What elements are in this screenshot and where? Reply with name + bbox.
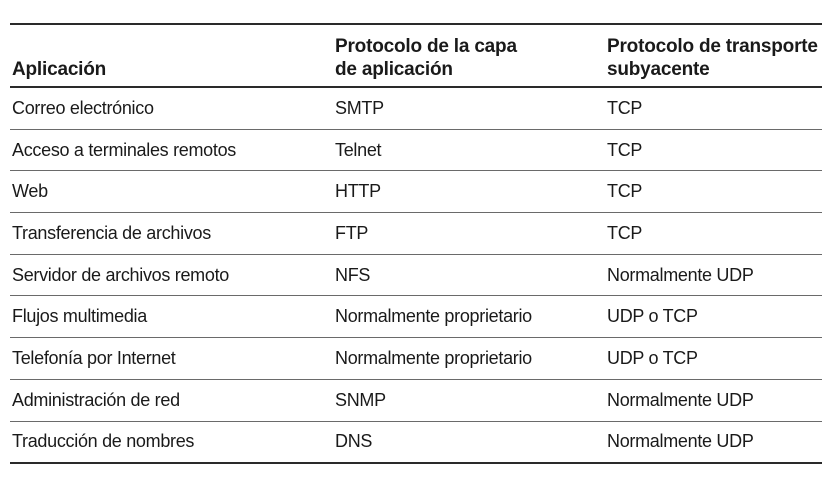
cell-transport: TCP: [607, 213, 822, 255]
cell-transport: TCP: [607, 171, 822, 213]
header-application-text: Aplicación: [12, 59, 107, 80]
header-app-protocol-line1: Protocolo de la capa: [335, 36, 517, 57]
header-transport-line2: subyacente: [607, 59, 710, 80]
cell-app-protocol: DNS: [335, 431, 373, 452]
cell-app-protocol: SNMP: [335, 379, 607, 421]
cell-application: Transferencia de archivos: [10, 213, 335, 255]
cell-transport: Normalmente UDP: [607, 379, 822, 421]
cell-application: Correo electrónico: [10, 87, 335, 129]
cell-app-protocol: Telnet: [335, 129, 607, 171]
table-body: [10, 87, 822, 462]
cell-transport: Normalmente UDP: [607, 431, 754, 452]
table-row: [10, 379, 822, 421]
table-row: [10, 171, 822, 213]
header-application: [10, 25, 335, 87]
table-header: [10, 25, 822, 87]
cell-transport: Normalmente UDP: [607, 254, 822, 296]
table-row: [10, 421, 822, 462]
protocols-table-grid: [10, 25, 822, 462]
header-app-protocol: [335, 25, 607, 87]
cell-application: Acceso a terminales remotos: [10, 129, 335, 171]
cell-application: Telefonía por Internet: [10, 338, 335, 380]
cell-application: Administración de red: [10, 379, 335, 421]
cell-app-protocol: HTTP: [335, 171, 607, 213]
cell-transport: UDP o TCP: [607, 338, 822, 380]
cell-application: Web: [10, 171, 335, 213]
header-transport-line1: Protocolo de transporte: [607, 36, 818, 57]
cell-app-protocol: Normalmente proprietario: [335, 296, 607, 338]
header-app-protocol-line2: de aplicación: [335, 59, 453, 80]
cell-application: Servidor de archivos remoto: [10, 254, 335, 296]
protocols-table: [10, 23, 822, 464]
cell-application: Flujos multimedia: [10, 296, 335, 338]
cell-transport: UDP o TCP: [607, 296, 822, 338]
table-row: [10, 213, 822, 255]
cell-application: Traducción de nombres: [12, 431, 195, 452]
table-row: [10, 338, 822, 380]
cell-transport: TCP: [607, 87, 822, 129]
cell-transport: TCP: [607, 129, 822, 171]
cell-app-protocol: FTP: [335, 213, 607, 255]
table-row: [10, 254, 822, 296]
table-row: [10, 129, 822, 171]
table-row: [10, 87, 822, 129]
header-row: [10, 25, 822, 87]
table-row: [10, 296, 822, 338]
cell-app-protocol: SMTP: [335, 87, 607, 129]
cell-app-protocol: NFS: [335, 254, 607, 296]
header-transport: [607, 25, 822, 87]
cell-app-protocol: Normalmente proprietario: [335, 338, 607, 380]
